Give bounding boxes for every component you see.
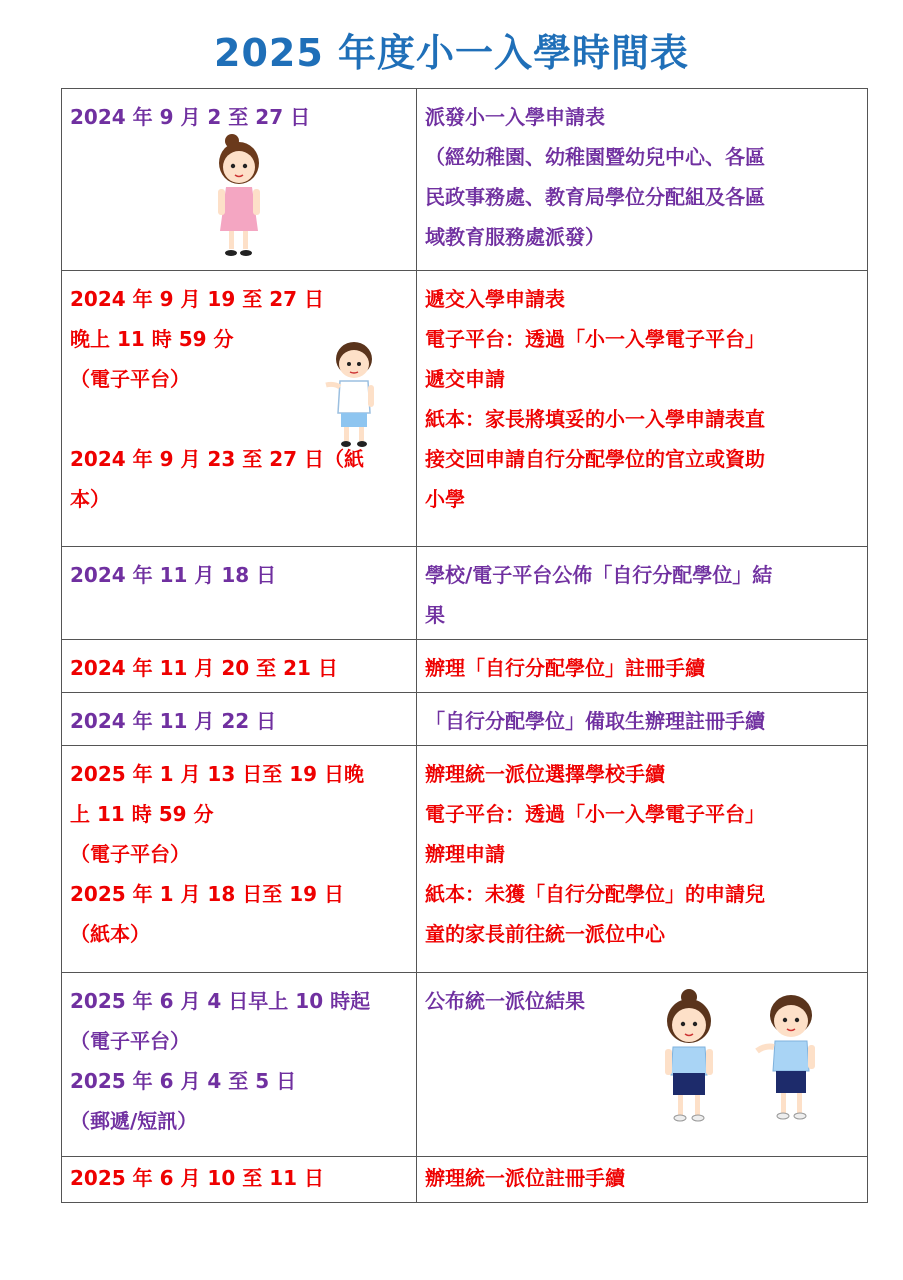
page-title: 2025 年度小一入學時間表	[214, 31, 689, 75]
date-line: （郵遞/短訊）	[70, 1109, 198, 1133]
date-line: （電子平台）	[70, 1029, 190, 1053]
desc-line: 接交回申請自行分配學位的官立或資助	[425, 447, 765, 471]
table-row	[62, 746, 868, 973]
date-line: 2025 年 6 月 4 日早上 10 時起	[70, 989, 371, 1013]
desc-line: 派發小一入學申請表	[425, 105, 605, 129]
date-cell	[62, 693, 417, 746]
date-line: 2024 年 11 月 22 日	[70, 709, 277, 733]
date-cell	[62, 1157, 417, 1203]
desc-line: 果	[425, 603, 445, 627]
table-row	[62, 973, 868, 1157]
date-line: 2024 年 9 月 23 至 27 日（紙	[70, 447, 364, 471]
description-cell	[417, 746, 868, 973]
desc-line: 遞交入學申請表	[425, 287, 565, 311]
date-line: （電子平台）	[70, 842, 190, 866]
date-line: 本）	[70, 487, 110, 511]
description-cell	[417, 973, 868, 1157]
desc-line: 小學	[425, 487, 465, 511]
date-cell	[62, 640, 417, 693]
description-cell	[417, 89, 868, 271]
table-row	[62, 640, 868, 693]
table-row	[62, 271, 868, 547]
date-line: 上 11 時 59 分	[70, 802, 214, 826]
desc-line: （經幼稚園、幼稚園暨幼兒中心、各區	[425, 145, 765, 169]
description-cell	[417, 271, 868, 547]
date-line: 2024 年 9 月 2 至 27 日	[70, 105, 311, 129]
table-row	[62, 1157, 868, 1203]
desc-line: 域教育服務處派發）	[425, 225, 605, 249]
date-cell	[62, 746, 417, 973]
desc-line: 學校/電子平台公佈「自行分配學位」結	[425, 563, 773, 587]
date-line: 晚上 11 時 59 分	[70, 327, 234, 351]
table-row	[62, 89, 868, 271]
desc-line: 辦理統一派位註冊手續	[425, 1166, 625, 1190]
table-row	[62, 693, 868, 746]
desc-line: 辦理統一派位選擇學校手續	[425, 762, 665, 786]
date-line: 2025 年 6 月 10 至 11 日	[70, 1166, 324, 1190]
desc-line: 辦理申請	[425, 842, 505, 866]
date-line: 2024 年 9 月 19 至 27 日	[70, 287, 324, 311]
boy-illustration	[322, 339, 382, 451]
date-line: （紙本）	[70, 922, 150, 946]
date-line: 2024 年 11 月 18 日	[70, 563, 277, 587]
schedule-table	[61, 88, 868, 1203]
desc-line: 「自行分配學位」備取生辦理註冊手續	[425, 709, 765, 733]
date-line: 2025 年 1 月 13 日至 19 日晚	[70, 762, 364, 786]
table-row	[62, 547, 868, 640]
date-line: 2025 年 1 月 18 日至 19 日	[70, 882, 344, 906]
desc-line: 電子平台：透過「小一入學電子平台」	[425, 327, 765, 351]
date-line: 2024 年 11 月 20 至 21 日	[70, 656, 338, 680]
description-cell	[417, 1157, 868, 1203]
date-cell	[62, 547, 417, 640]
date-line: （電子平台）	[70, 367, 190, 391]
girl-boy-illustration	[653, 987, 833, 1125]
date-cell	[62, 89, 417, 271]
girl-illustration	[212, 133, 266, 261]
desc-line: 公布統一派位結果	[425, 989, 585, 1013]
description-cell	[417, 640, 868, 693]
desc-line: 民政事務處、教育局學位分配組及各區	[425, 185, 765, 209]
desc-line: 遞交申請	[425, 367, 505, 391]
date-line: 2025 年 6 月 4 至 5 日	[70, 1069, 297, 1093]
desc-line: 紙本：家長將填妥的小一入學申請表直	[425, 407, 765, 431]
desc-line: 紙本：未獲「自行分配學位」的申請兒	[425, 882, 765, 906]
description-cell	[417, 693, 868, 746]
desc-line: 電子平台：透過「小一入學電子平台」	[425, 802, 765, 826]
date-cell	[62, 271, 417, 547]
date-cell	[62, 973, 417, 1157]
desc-line: 辦理「自行分配學位」註冊手續	[425, 656, 705, 680]
description-cell	[417, 547, 868, 640]
desc-line: 童的家長前往統一派位中心	[425, 922, 665, 946]
